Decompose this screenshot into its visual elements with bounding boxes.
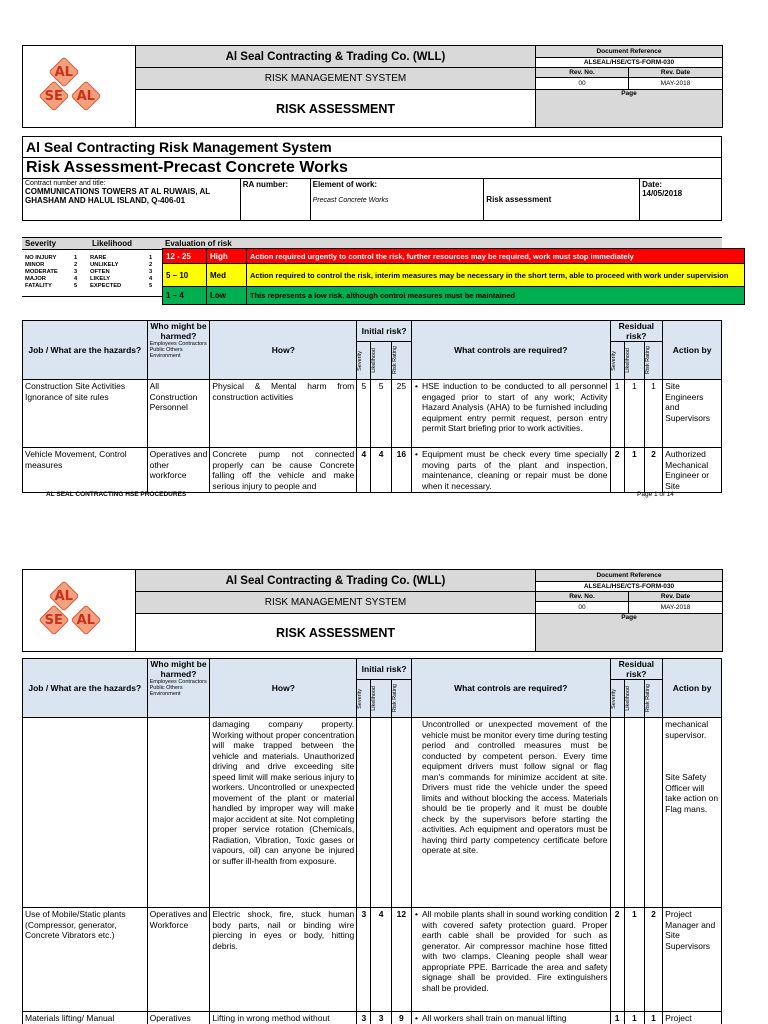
contract-cell (23, 179, 241, 221)
contract-value: COMMUNICATIONS TOWERS AT AL RUWAIS, AL GHASHAM AND HALUL ISLAND, Q-406-01 (25, 187, 211, 205)
severity-label: Severity (25, 239, 57, 248)
col-how: How? (210, 659, 357, 718)
col-who: Who might be harmed? Employees Contractors Public Others Environment (147, 659, 210, 718)
col-action: Action by (663, 321, 722, 380)
doc-ref-label: Document Reference (536, 46, 723, 58)
table-row: Use of Mobile/Static plants (Compressor, generator, Concrete Vibrators etc.) Operatives and Workforce Electric shock, fire, stuck human body parts, nail or binding wire piercing in eyes or body, hitting debris. 3 4 12 • All mobile plants shall in sound working condition with covered safety protection guard. Proper earth cable shall be provided for such as generator. Air compressor machine hose fitted with two clamps. Cleaning people shall wear appropriate PPE. Barricade the area and safety signage shall be provided. Fire extinguishers shall be provided. 2 1 2 Project Manager and Site Supervisors (23, 908, 722, 1012)
table-row: damaging company property. Working without proper concentration will make trapped between the vehicle and materials. Unauthorized driving and drive exceeding site speed limit will make serious injury to workers. Uncontrolled or unexpected movement of the plant or material handled by improper way will make major accident at site. Not completing proper service rotation (Chemicals, Radiation, Vibration, Toxic gases or vapours, oil) can anyone be injured or suffer ill-health from exposure. Uncontrolled or unexpected movement of the vehicle must be monitor every time during testing period and controlled measures must be conducted by competent person. Every time equipment drivers must follow signal or flag man's commands for minimize accident at site. Drivers must ride the vehicle under the speed limits and without blocking the access. Materials should be tie properly and it must be double check by the supervisors before starting the activities. Ach equipment and operators must be having third party competency certificate before operate at site. mechanical supervisor. Site Safety Officer will take action on Flag mans. (23, 718, 722, 908)
col-action: Action by (663, 659, 722, 718)
risk-table-page1: Job / What are the hazards? Who might be harmed? Employees Contractors Public Others Environment How? Initial risk? What controls are required? Residual risk? Action by Severity Likelihood Risk Rating Severity Likelihood Risk Rating Construction Site Activities Ignorance of site rules All Construction Personnel Physical & Mental harm from construction activities 5 5 25 • HSE induction to be conducted to all personnel engaged prior to start of any work; Activity Hazard Analysis (AHA) to be furnished including equipment entry permit request, person entry permit Start briefing prior to work activities. 1 1 1 Site Engineers and Supervisors Vehicle Movement, Control measures Operatives and other workforce Concrete pump not connected properly can be cause Concrete falling off the vehicle and make serious injury to people and 4 4 16 • Equipment must be check every time specially moving parts of the plant and inspection, maintenance, cleaning or repair must be done when it necessary. 2 1 2 Authorized Mechanical Engineer or Site (22, 320, 722, 493)
col-initial: Initial risk? (357, 659, 412, 680)
col-job: Job / What are the hazards? (23, 321, 148, 380)
company-logo: AL SE AL (37, 581, 121, 641)
rev-date-label: Rev. Date (629, 68, 723, 78)
contract-label: Contract number and title: (25, 180, 106, 187)
rev-date: MAY-2018 (629, 78, 723, 90)
risk-table-page2: Job / What are the hazards? Who might be harmed? Employees Contractors Public Others Environment How? Initial risk? What controls are required? Residual risk? Action by Severity Likelihood Risk Rating Severity Likelihood Risk Rating damaging company property. Working without proper concentration will make trapped between the vehicle and materials. Unauthorized driving and drive exceeding site speed limit will make serious injury to workers. Uncontrolled or unexpected movement of the plant or material handled by improper way will make major accident at site. Not completing proper service rotation (Chemicals, Radiation, Vibration, Toxic gases or vapours, oil) can anyone be injured or suffer ill-health from exposure. Uncontrolled or unexpected movement of the vehicle must be monitor every time during testing period and controlled measures must be conducted by competent person. Every time equipment drivers must follow signal or flag man's commands for minimize accident at site. Drivers must ride the vehicle under the speed limits and without blocking the access. Materials should be tie properly and it must be double check by the supervisors before starting the activities. Ach equipment and operators must be having third party competency certificate before operate at site. mechanical supervisor. Site Safety Officer will take action on Flag mans. Use of Mobile/Static plants (Compressor, generator, Concrete Vibrators etc.) Operatives and Workforce Electric shock, fire, stuck human body parts, nail or binding wire piercing in eyes or body, hitting debris. 3 4 12 • All mobile plants shall in sound working condition with covered safety protection guard. Proper earth cable shall be provided for such as generator. Air compressor machine hose fitted with two clamps. Cleaning people shall wear appropriate PPE. Barricade the area and safety signage shall be provided. Fire extinguishers shall be provided. 2 1 2 Project Manager and Site Supervisors Materials lifting/ Manual Operatives Lifting in wrong method without 3 3 9 • All workers shall train on manual lifting 1 1 1 Project (22, 658, 722, 1024)
logo-cell (23, 46, 136, 128)
company-logo: AL SE AL (37, 57, 121, 117)
date-label: Date: (642, 180, 663, 189)
system-name: RISK MANAGEMENT SYSTEM (136, 592, 536, 614)
doc-title: RISK ASSESSMENT (136, 614, 536, 652)
title-line2: Risk Assessment-Precast Concrete Works (23, 158, 722, 179)
rev-no-label: Rev. No. (536, 68, 629, 78)
col-initial: Initial risk? (357, 321, 412, 342)
table-row: Materials lifting/ Manual Operatives Lifting in wrong method without 3 3 9 • All workers shall train on manual lifting 1 1 1 Project (23, 1012, 722, 1024)
evaluation-label: Evaluation of risk (165, 239, 232, 248)
footer-page: Page 1 of 14 (637, 491, 674, 498)
rev-date-label: Rev. Date (629, 592, 723, 602)
element-value: Precast Concrete Works (312, 197, 389, 204)
date-cell (640, 179, 722, 221)
rev-no: 00 (536, 78, 629, 90)
footer-left: AL SEAL CONTRACTING HSE PROCEDURES (46, 491, 187, 498)
rev-no: 00 (536, 602, 629, 614)
page-label: Page (536, 614, 723, 652)
col-who: Who might be harmed? Employees Contractors Public Others Environment (147, 321, 210, 380)
doc-ref-label: Document Reference (536, 570, 723, 582)
scale-lists: NO INJURY MINOR MODERATE MAJOR FATALITY 1 2 3 4 5 RARE UNLIKELY OFTEN LIKELY EXPECTED 1 2 3 4 5 (22, 249, 163, 297)
page2-header (22, 569, 723, 652)
table-row: Vehicle Movement, Control measures Operatives and other workforce Concrete pump not connected properly can be cause Concrete falling off the vehicle and make serious injury to people and 4 4 16 • Equipment must be check every time specially moving parts of the plant and inspection, maintenance, cleaning or repair must be done when it necessary. 2 1 2 Authorized Mechanical Engineer or Site (23, 448, 722, 493)
rev-date: MAY-2018 (629, 602, 723, 614)
ra-number-label: RA number: (240, 179, 310, 221)
table-row: Construction Site Activities Ignorance of site rules All Construction Personnel Physical & Mental harm from construction activities 5 5 25 • HSE induction to be conducted to all personnel engaged prior to start of any work; Activity Hazard Analysis (AHA) to be furnished including equipment entry permit request, person entry permit Start briefing prior to work activities. 1 1 1 Site Engineers and Supervisors (23, 380, 722, 448)
page1-header (22, 45, 723, 128)
element-label: Element of work: (312, 180, 378, 189)
severity-section (22, 237, 729, 307)
doc-ref: ALSEAL/HSE/CTS-FORM-030 (536, 582, 723, 592)
logo-cell (23, 570, 136, 652)
level-low: 1 – 4 Low This represents a low risk, although control measures must be maintained (163, 287, 745, 305)
col-residual: Residual risk? (610, 659, 663, 680)
doc-ref: ALSEAL/HSE/CTS-FORM-030 (536, 58, 723, 68)
rev-no-label: Rev. No. (536, 592, 629, 602)
risk-levels (162, 248, 745, 305)
page-label: Page (536, 90, 723, 128)
risk-assessment-label: Risk assessment (484, 179, 640, 221)
col-residual: Residual risk? (610, 321, 663, 342)
col-controls: What controls are required? (411, 659, 610, 718)
element-cell (310, 179, 484, 221)
level-high: 12 - 25 High Action required urgently to control the risk, further resources may be required, work must stop immediately (163, 249, 745, 264)
likelihood-label: Likelihood (92, 239, 132, 248)
title-block (22, 136, 722, 221)
system-name: RISK MANAGEMENT SYSTEM (136, 68, 536, 90)
company-name: Al Seal Contracting & Trading Co. (WLL) (136, 46, 536, 68)
col-how: How? (210, 321, 357, 380)
level-med: 5 – 10 Med Action required to control the risk, interim measures may be necessary in the short term, able to proceed with work under supervision (163, 264, 745, 287)
title-line1: Al Seal Contracting Risk Management System (23, 137, 722, 158)
col-job: Job / What are the hazards? (23, 659, 148, 718)
col-controls: What controls are required? (411, 321, 610, 380)
page2-table-clip (0, 658, 768, 1024)
doc-title: RISK ASSESSMENT (136, 90, 536, 128)
date-value: 14/05/2018 (642, 189, 683, 198)
company-name: Al Seal Contracting & Trading Co. (WLL) (136, 570, 536, 592)
